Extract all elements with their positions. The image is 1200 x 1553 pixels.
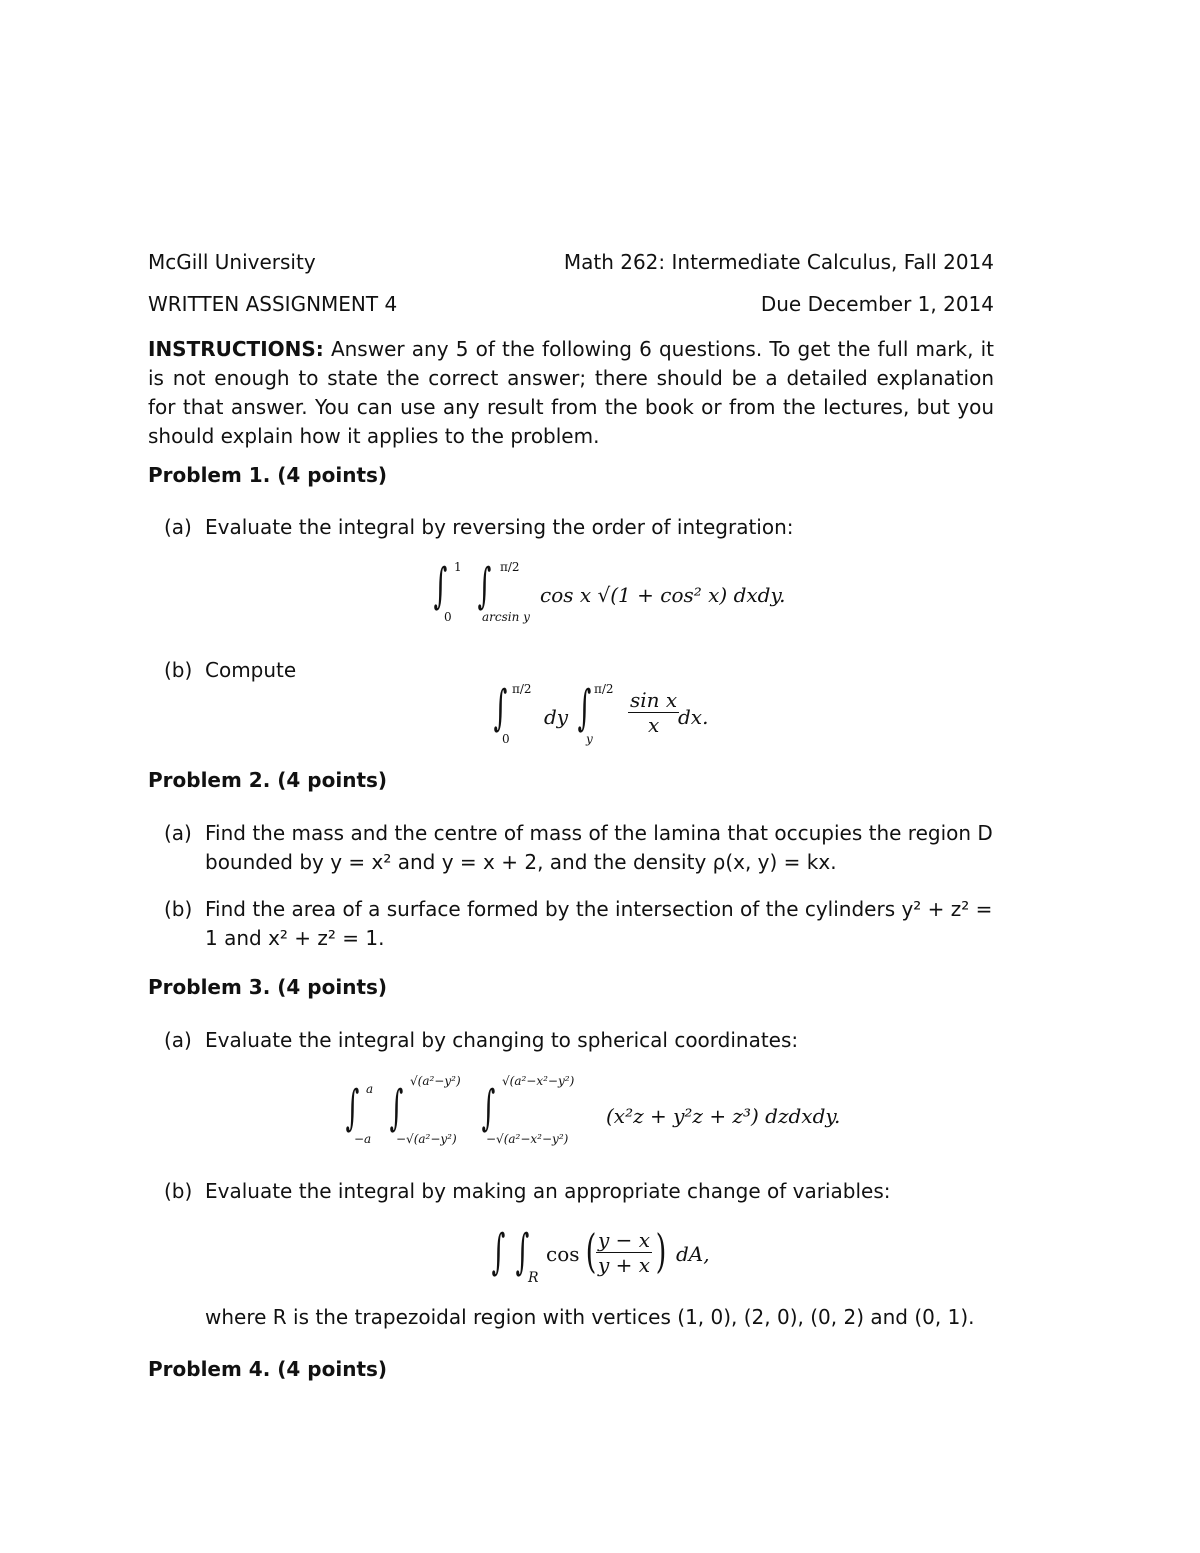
lower-limit: arcsin y — [482, 610, 530, 624]
fraction — [628, 688, 679, 737]
instructions-label: INSTRUCTIONS: — [148, 337, 324, 361]
integral-p3b — [486, 1224, 726, 1294]
upper-limit: π/2 — [594, 682, 614, 696]
lower-limit: −√(a²−x²−y²) — [486, 1132, 569, 1146]
integral-sign: ∫ — [515, 1224, 530, 1280]
integral-sign: ∫ — [491, 1224, 506, 1280]
item-text: Find the mass and the centre of mass of the lamina that occupies the region D bounded by y = x² and y = x + 2, and the density ρ(x, y) = kx. — [205, 821, 993, 874]
integrand: cos x √(1 + cos² x) dxdy. — [540, 583, 786, 607]
integrand: (x²z + y²z + z³) dzdxdy. — [606, 1104, 841, 1128]
instructions-text: Answer any 5 of the following 6 questions. To get the full mark, it is not enough to state the correct answer; there should be a detailed explanation for that answer. You can use any result from the book or from the lectures, but you should explain how it applies to the problem. — [148, 337, 994, 448]
due-date: Due December 1, 2014 — [760, 292, 994, 316]
integral-sign: ∫ — [389, 1080, 404, 1136]
item-marker: (a) — [164, 1028, 192, 1052]
item-text: Find the area of a surface formed by the intersection of the cylinders y² + z² = 1 and x² + z² = 1. — [205, 897, 993, 950]
upper-limit: √(a²−x²−y²) — [502, 1074, 575, 1088]
left-paren: ( — [585, 1224, 597, 1278]
right-paren: ) — [655, 1224, 667, 1278]
problem-1-title: Problem 1. (4 points) — [148, 463, 388, 487]
instructions — [148, 335, 994, 451]
integral-sign: ∫ — [433, 558, 448, 614]
upper-limit: a — [366, 1082, 374, 1096]
item-marker: (a) — [164, 821, 192, 845]
item-marker: (b) — [164, 1179, 193, 1203]
differential: dx. — [678, 705, 709, 729]
denominator: x — [647, 713, 660, 737]
assignment-title: WRITTEN ASSIGNMENT 4 — [148, 292, 398, 316]
item-marker: (a) — [164, 515, 192, 539]
item-marker: (b) — [164, 658, 193, 682]
item-text: Evaluate the integral by making an appropriate change of variables: — [205, 1179, 891, 1203]
upper-limit: π/2 — [500, 560, 520, 574]
numerator: y − x — [598, 1228, 651, 1252]
integral-p3a — [340, 1074, 870, 1154]
problem-2-title: Problem 2. (4 points) — [148, 768, 388, 792]
integral-sign: ∫ — [577, 680, 592, 736]
integral-sign: ∫ — [481, 1080, 496, 1136]
upper-limit: 1 — [454, 560, 462, 574]
integral-sign: ∫ — [493, 680, 508, 736]
problem-2b — [164, 895, 994, 953]
numerator: sin x — [630, 688, 678, 712]
integral-p1b — [488, 680, 748, 750]
problem-3-note: where R is the trapezoidal region with vertices (1, 0), (2, 0), (0, 2) and (0, 1). — [205, 1305, 975, 1329]
lower-limit: 0 — [444, 610, 452, 624]
problem-3-title: Problem 3. (4 points) — [148, 975, 388, 999]
integral-p1a — [428, 558, 788, 628]
course-title: Math 262: Intermediate Calculus, Fall 2014 — [563, 250, 994, 274]
item-text: Evaluate the integral by changing to spherical coordinates: — [205, 1028, 799, 1052]
problem-3b — [164, 1177, 994, 1206]
lower-limit: y — [586, 732, 593, 746]
differential: dA, — [676, 1242, 710, 1266]
lower-limit: 0 — [502, 732, 510, 746]
item-marker: (b) — [164, 897, 193, 921]
region-label: R — [528, 1270, 539, 1286]
upper-limit: π/2 — [512, 682, 532, 696]
item-text: Compute — [205, 658, 297, 682]
integral-sign: ∫ — [345, 1080, 360, 1136]
university-name: McGill University — [148, 250, 316, 274]
problem-3a — [164, 1026, 994, 1055]
integral-sign: ∫ — [477, 558, 492, 614]
problem-2a — [164, 819, 994, 877]
denominator: y + x — [598, 1253, 651, 1277]
lower-limit: −√(a²−y²) — [396, 1132, 457, 1146]
cos-function: cos — [546, 1242, 580, 1266]
problem-4-title: Problem 4. (4 points) — [148, 1357, 388, 1381]
differential: dy — [544, 705, 569, 729]
item-text: Evaluate the integral by reversing the order of integration: — [205, 515, 794, 539]
lower-limit: −a — [354, 1132, 372, 1146]
upper-limit: √(a²−y²) — [410, 1074, 461, 1088]
fraction — [596, 1228, 652, 1277]
problem-1a — [164, 513, 994, 542]
